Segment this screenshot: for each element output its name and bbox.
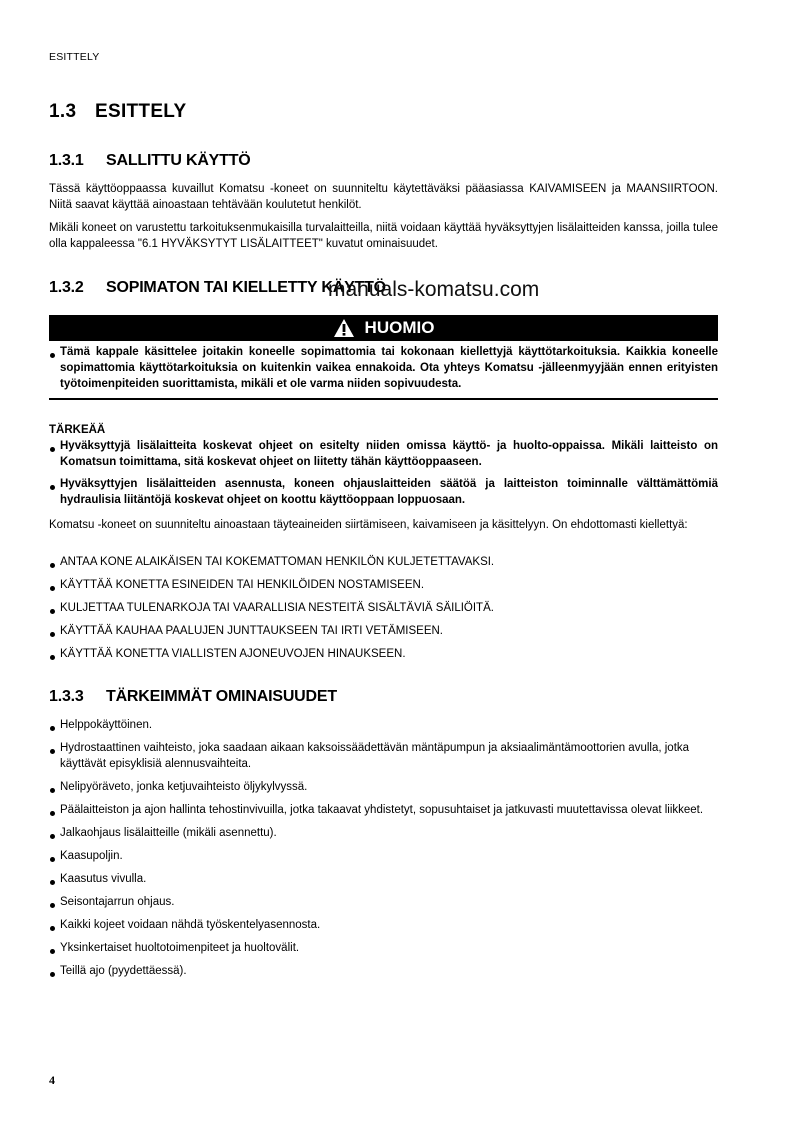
section-number: 1.3 xyxy=(49,101,77,122)
prohibited-item: KÄYTTÄÄ KONETTA ESINEIDEN TAI HENKILÖIDEN NOSTAMISEEN. xyxy=(49,577,718,593)
prohibited-list xyxy=(49,554,718,669)
subsection-title: SOPIMATON TAI KIELLETTY KÄYTTÖ xyxy=(106,279,386,296)
subsection-number: 1.3.2 xyxy=(49,279,84,296)
running-head: ESITTELY xyxy=(49,51,100,63)
important-item: Hyväksyttyjä lisälaitteita koskevat ohjeet on esitelty niiden omissa käyttö- ja huolto-oppaissa. Mikäli laitteisto on Komatsun toimittama, sitä koskevat ohjeet on liitetty tähän käyttöoppaaseen. xyxy=(49,438,718,470)
warning-label: HUOMIO xyxy=(364,318,435,337)
feature-item: Kaasutus vivulla. xyxy=(49,871,718,887)
subsection-heading-main-features xyxy=(49,688,337,706)
feature-item: Seisontajarrun ohjaus. xyxy=(49,894,718,910)
feature-item: Nelipyöräveto, jonka ketjuvaihteisto öljykylvyssä. xyxy=(49,779,718,795)
page-number: 4 xyxy=(49,1073,55,1087)
watermark: manuals-komatsu.com xyxy=(328,278,540,301)
subsection-title: TÄRKEIMMÄT OMINAISUUDET xyxy=(106,688,337,705)
paragraph: Tässä käyttöoppaassa kuvaillut Komatsu -koneet on suunniteltu käytettäväksi pääasiassa KAIVAMISEEN ja MAANSIIRTOON. Niitä saavat käyttää ainoastaan tehtävään koulutetut henkilöt. xyxy=(49,183,718,211)
feature-item: Kaasupoljin. xyxy=(49,848,718,864)
paragraph: Mikäli koneet on varustettu tarkoituksenmukaisilla turvalaitteilla, niitä voidaan käyttää hyväksyttyjen lisälaitteiden kanssa, joilla tulee olla kappaleessa "6.1 HYVÄKSYTYT LISÄLAITTEET" kuvatut ominaisuudet. xyxy=(49,222,718,250)
feature-item: Helppokäyttöinen. xyxy=(49,717,718,733)
prohibited-item: KULJETTAA TULENARKOJA TAI VAARALLISIA NESTEITÄ SISÄLTÄVIÄ SÄILIÖITÄ. xyxy=(49,600,718,616)
feature-item: Hydrostaattinen vaihteisto, joka saadaan aikaan kaksoissäädettävän mäntäpumpun ja aksiaalimäntämoottorien avulla, jotka käyttävät episyklisiä alennusvaihteita. xyxy=(49,740,718,772)
feature-item: Päälaitteiston ja ajon hallinta tehostinvivuilla, jotka takaavat yhdistetyt, sopusuhtaiset ja jatkuvasti muutettavissa olevat liikkeet. xyxy=(49,802,718,818)
prohibited-item: ANTAA KONE ALAIKÄISEN TAI KOKEMATTOMAN HENKILÖN KULJETETTAVAKSI. xyxy=(49,554,718,570)
important-label: TÄRKEÄÄ xyxy=(49,424,106,436)
section-heading xyxy=(49,101,186,123)
subsection-number: 1.3.3 xyxy=(49,688,84,705)
warning-text-block xyxy=(49,344,718,400)
important-list xyxy=(49,438,718,514)
feature-item: Kaikki kojeet voidaan nähdä työskentelyasennosta. xyxy=(49,917,718,933)
features-list xyxy=(49,717,718,986)
feature-item: Teillä ajo (pyydettäessä). xyxy=(49,963,718,979)
warning-item: Tämä kappale käsittelee joitakin koneelle sopimattomia tai kokonaan kiellettyjä käyttötarkoituksia. Kaikkia koneelle sopimattomia käyttötarkoituksia on kuitenkin vaikea ennakoida. Ota yhteys Komatsu -jälleenmyyjään ennen erityisten työtoimenpiteiden suorittamista, mikäli et ole varma niiden sopivuudesta. xyxy=(49,344,718,392)
feature-item: Jalkaohjaus lisälaitteille (mikäli asennettu). xyxy=(49,825,718,841)
warning-banner xyxy=(49,315,718,341)
section-title: ESITTELY xyxy=(95,101,187,122)
prohibited-item: KÄYTTÄÄ KONETTA VIALLISTEN AJONEUVOJEN HINAUKSEEN. xyxy=(49,646,718,662)
subsection-number: 1.3.1 xyxy=(49,152,84,169)
prohibited-intro: Komatsu -koneet on suunniteltu ainoastaan täyteaineiden siirtämiseen, kaivamiseen ja käsittelyyn. On ehdottomasti kiellettyä: xyxy=(49,519,688,531)
prohibited-item: KÄYTTÄÄ KAUHAA PAALUJEN JUNTTAUKSEEN TAI IRTI VETÄMISEEN. xyxy=(49,623,718,639)
warning-triangle-icon xyxy=(333,318,355,338)
feature-item: Yksinkertaiset huoltotoimenpiteet ja huoltovälit. xyxy=(49,940,718,956)
subsection-title: SALLITTU KÄYTTÖ xyxy=(106,152,251,169)
important-item: Hyväksyttyjen lisälaitteiden asennusta, koneen ohjauslaitteiden säätöä ja laitteiston toiminnalle välttämättömiä hydraulisia liitäntöjä koskevat ohjeet on koottu käyttöoppaan loppuosaan. xyxy=(49,476,718,508)
subsection-heading-allowed-use xyxy=(49,152,251,170)
